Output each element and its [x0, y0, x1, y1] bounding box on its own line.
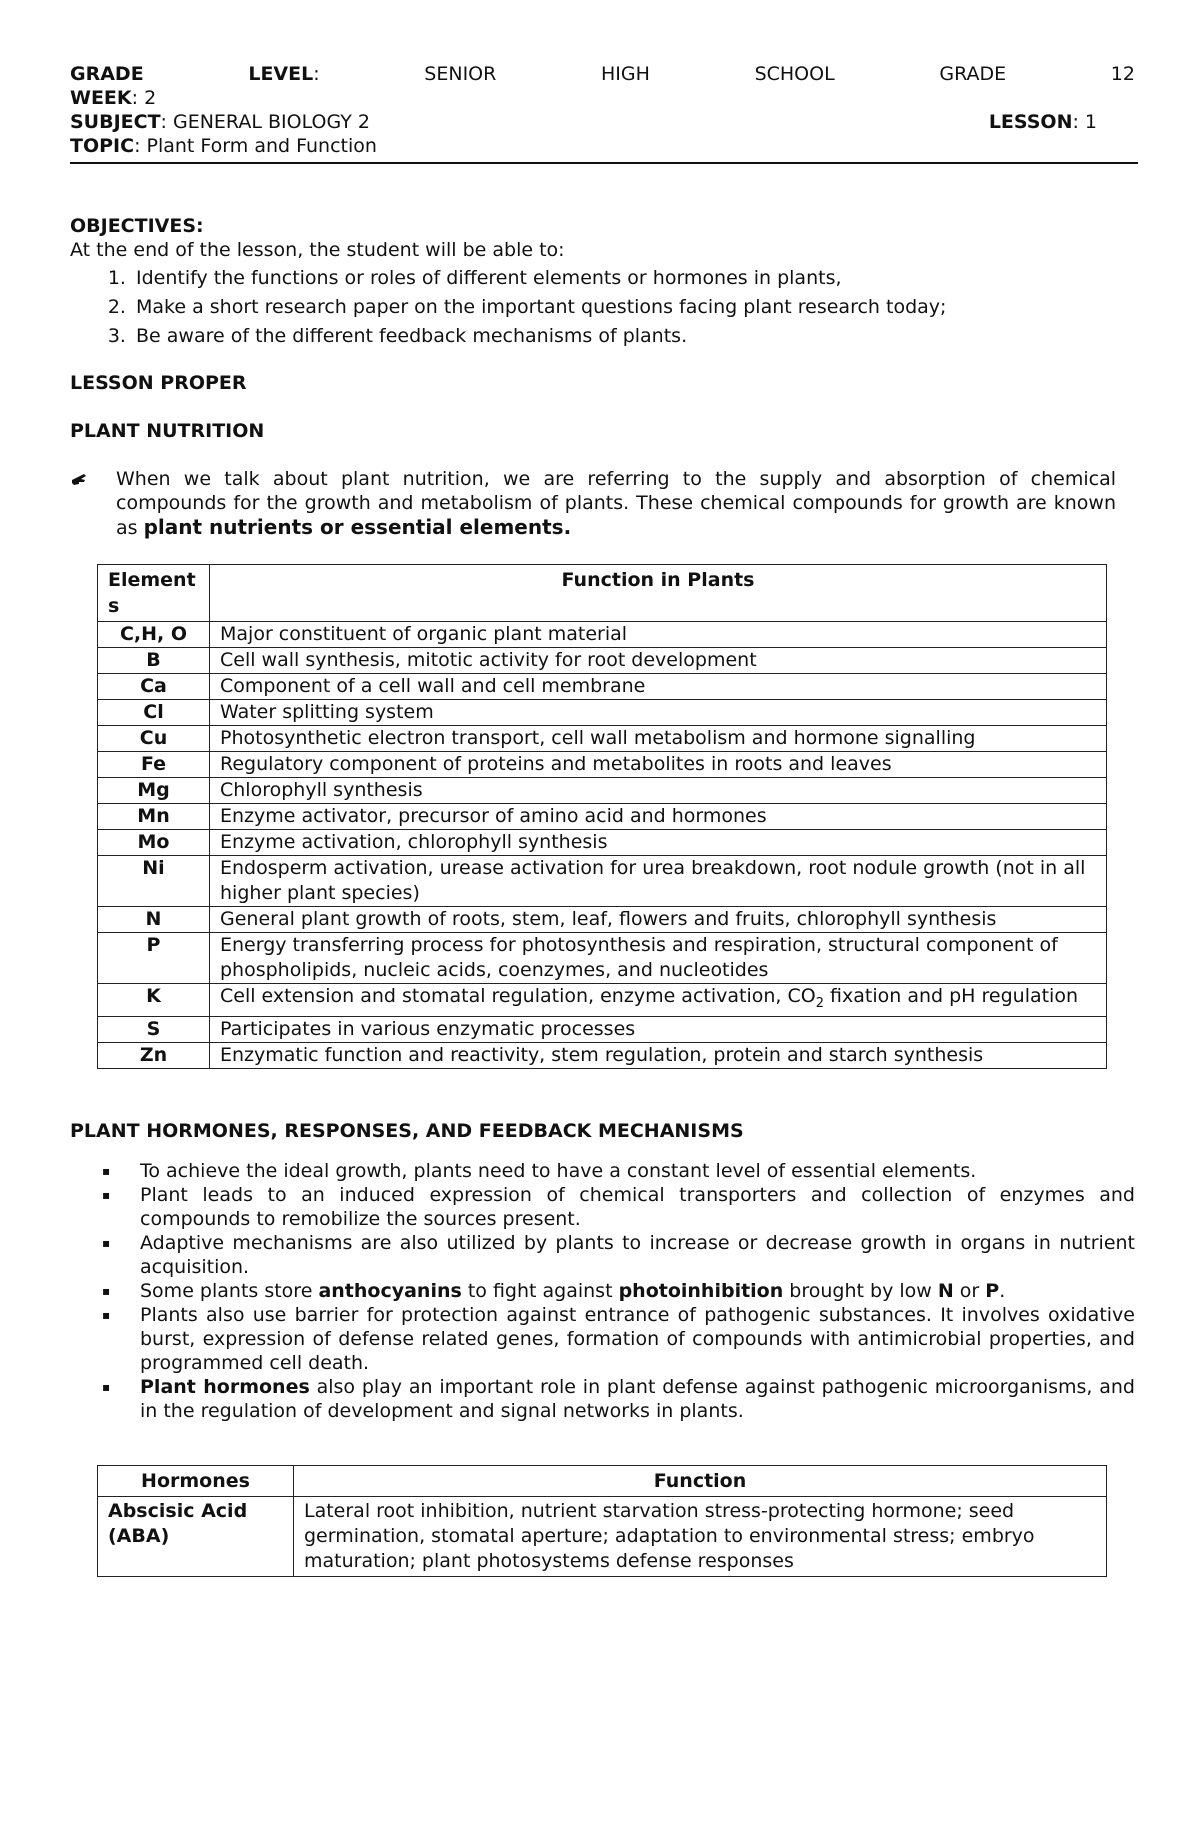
objective-item: 2. Make a short research paper on the important questions facing plant research today; [132, 293, 1135, 322]
list-item: ▪ Plant hormones also play an important role in plant defense against pathogenic microorganisms, and in the regulation of development and signal networks in plants. [70, 1375, 1135, 1423]
element-function: Endosperm activation, urease activation for urea breakdown, root nodule growth (not in all higher plant species) [210, 856, 1107, 907]
elements-table [97, 564, 1107, 1069]
table-row [98, 856, 1107, 907]
writing-hand-icon [34, 467, 106, 540]
element-function: Energy transferring process for photosynthesis and respiration, structural component of phospholipids, nucleic acids, coenzymes, and nucleotides [210, 933, 1107, 984]
table-row [98, 907, 1107, 933]
grade-level-line [70, 62, 1135, 86]
plant-nutrition-heading: PLANT NUTRITION [70, 420, 265, 442]
element-symbol: Ni [98, 856, 210, 907]
element-symbol: Ca [98, 674, 210, 700]
element-function: Chlorophyll synthesis [210, 778, 1107, 804]
topic-label: TOPIC [70, 135, 135, 157]
hormone-name: Abscisic Acid (ABA) [98, 1496, 294, 1576]
grade-word-1: GRADE [70, 63, 144, 85]
grade-word-3: SENIOR [424, 63, 497, 85]
topic-value: : Plant Form and Function [134, 135, 377, 157]
element-symbol: Mo [98, 830, 210, 856]
week-value: : 2 [131, 87, 157, 109]
table-row [98, 1042, 1107, 1068]
lesson-proper-heading: LESSON PROPER [70, 372, 247, 394]
nutrition-text: When we talk about plant nutrition, we are referring to the supply and absorption of chemical compounds for the growth and metabolism of plants. These chemical compounds for growth are known as [116, 468, 1116, 539]
week-label: WEEK [70, 87, 132, 109]
grade-word-6: GRADE [939, 63, 1007, 85]
function-col-header: Function in Plants [210, 565, 1107, 622]
element-function: Major constituent of organic plant material [210, 622, 1107, 648]
table-row [98, 726, 1107, 752]
table-row [98, 622, 1107, 648]
objectives-heading: OBJECTIVES: [70, 215, 204, 237]
table-row [98, 804, 1107, 830]
element-function: Photosynthetic electron transport, cell wall metabolism and hormone signalling [210, 726, 1107, 752]
element-function: Enzyme activator, precursor of amino acid and hormones [210, 804, 1107, 830]
objectives-list [70, 264, 1135, 351]
list-item: ▪ Plants also use barrier for protection against entrance of pathogenic substances. It involves oxidative burst, expression of defense related genes, formation of compounds with antimicrobial properties, and programmed cell death. [70, 1303, 1135, 1375]
element-function: Water splitting system [210, 700, 1107, 726]
element-symbol: N [98, 907, 210, 933]
list-item: ▪ Plant leads to an induced expression of chemical transporters and collection of enzymes and compounds to remobilize the sources present. [70, 1183, 1135, 1231]
hormones-table [97, 1465, 1107, 1577]
element-function: Cell wall synthesis, mitotic activity for root development [210, 648, 1107, 674]
element-symbol: S [98, 1016, 210, 1042]
table-row [98, 700, 1107, 726]
week-line [70, 86, 1135, 110]
document-page [70, 62, 1135, 1577]
element-symbol: Cl [98, 700, 210, 726]
table-row [98, 830, 1107, 856]
grade-word-2: LEVEL: [248, 63, 320, 85]
element-symbol: K [98, 984, 210, 1017]
element-symbol: Mg [98, 778, 210, 804]
hormones-section-heading: PLANT HORMONES, RESPONSES, AND FEEDBACK MECHANISMS [70, 1119, 744, 1142]
hormones-bullet-list [70, 1159, 1135, 1423]
lesson-value: : 1 [1072, 111, 1097, 133]
list-item: ▪ Some plants store anthocyanins to fight against photoinhibition brought by low N or P. [70, 1279, 1135, 1303]
table-row [98, 674, 1107, 700]
hormone-function-col-header: Function [294, 1465, 1107, 1496]
topic-line [70, 134, 1135, 158]
grade-word-7: 12 [1110, 63, 1135, 85]
element-function: Enzymatic function and reactivity, stem regulation, protein and starch synthesis [210, 1042, 1107, 1068]
subject-line [70, 110, 1135, 134]
subject-label: SUBJECT [70, 111, 161, 133]
element-function: Enzyme activation, chlorophyll synthesis [210, 830, 1107, 856]
element-symbol: Mn [98, 804, 210, 830]
objectives-intro: At the end of the lesson, the student will be able to: [70, 239, 565, 261]
objective-item: 3. Be aware of the different feedback mechanisms of plants. [132, 322, 1135, 351]
element-symbol: C,H, O [98, 622, 210, 648]
table-row [98, 1016, 1107, 1042]
element-function: Participates in various enzymatic processes [210, 1016, 1107, 1042]
hormone-function: Lateral root inhibition, nutrient starvation stress-protecting hormone; seed germination, stomatal aperture; adaptation to environmental stress; embryo maturation; plant photosystems defense responses [294, 1496, 1107, 1576]
table-row [98, 778, 1107, 804]
hormones-header-row [98, 1465, 1107, 1496]
element-symbol: Fe [98, 752, 210, 778]
elements-header-row [98, 565, 1107, 622]
table-row [98, 984, 1107, 1017]
element-function: Regulatory component of proteins and metabolites in roots and leaves [210, 752, 1107, 778]
nutrition-bold-text: plant nutrients or essential elements. [143, 515, 572, 539]
table-row [98, 648, 1107, 674]
element-function: General plant growth of roots, stem, leaf, flowers and fruits, chlorophyll synthesis [210, 907, 1107, 933]
list-item: ▪ Adaptive mechanisms are also utilized by plants to increase or decrease growth in organs in nutrient acquisition. [70, 1231, 1135, 1279]
table-row [98, 1496, 1107, 1576]
lesson-label: LESSON [988, 111, 1073, 133]
element-symbol: P [98, 933, 210, 984]
list-item: ▪ To achieve the ideal growth, plants need to have a constant level of essential elements. [70, 1159, 1135, 1183]
element-function: Cell extension and stomatal regulation, enzyme activation, $CO_2$ fixation and pH regulation [210, 984, 1107, 1017]
grade-word-5: SCHOOL [754, 63, 835, 85]
subject-value: : GENERAL BIOLOGY 2 [160, 111, 370, 133]
hormones-col-header: Hormones [98, 1465, 294, 1496]
objective-item: 1. Identify the functions or roles of different elements or hormones in plants, [132, 264, 1135, 293]
table-row [98, 752, 1107, 778]
elements-col-header: Element s [98, 565, 210, 622]
table-row [98, 933, 1107, 984]
nutrition-paragraph [70, 467, 1135, 540]
element-symbol: Cu [98, 726, 210, 752]
element-symbol: Zn [98, 1042, 210, 1068]
grade-word-4: HIGH [601, 63, 650, 85]
element-symbol: B [98, 648, 210, 674]
element-function: Component of a cell wall and cell membrane [210, 674, 1107, 700]
